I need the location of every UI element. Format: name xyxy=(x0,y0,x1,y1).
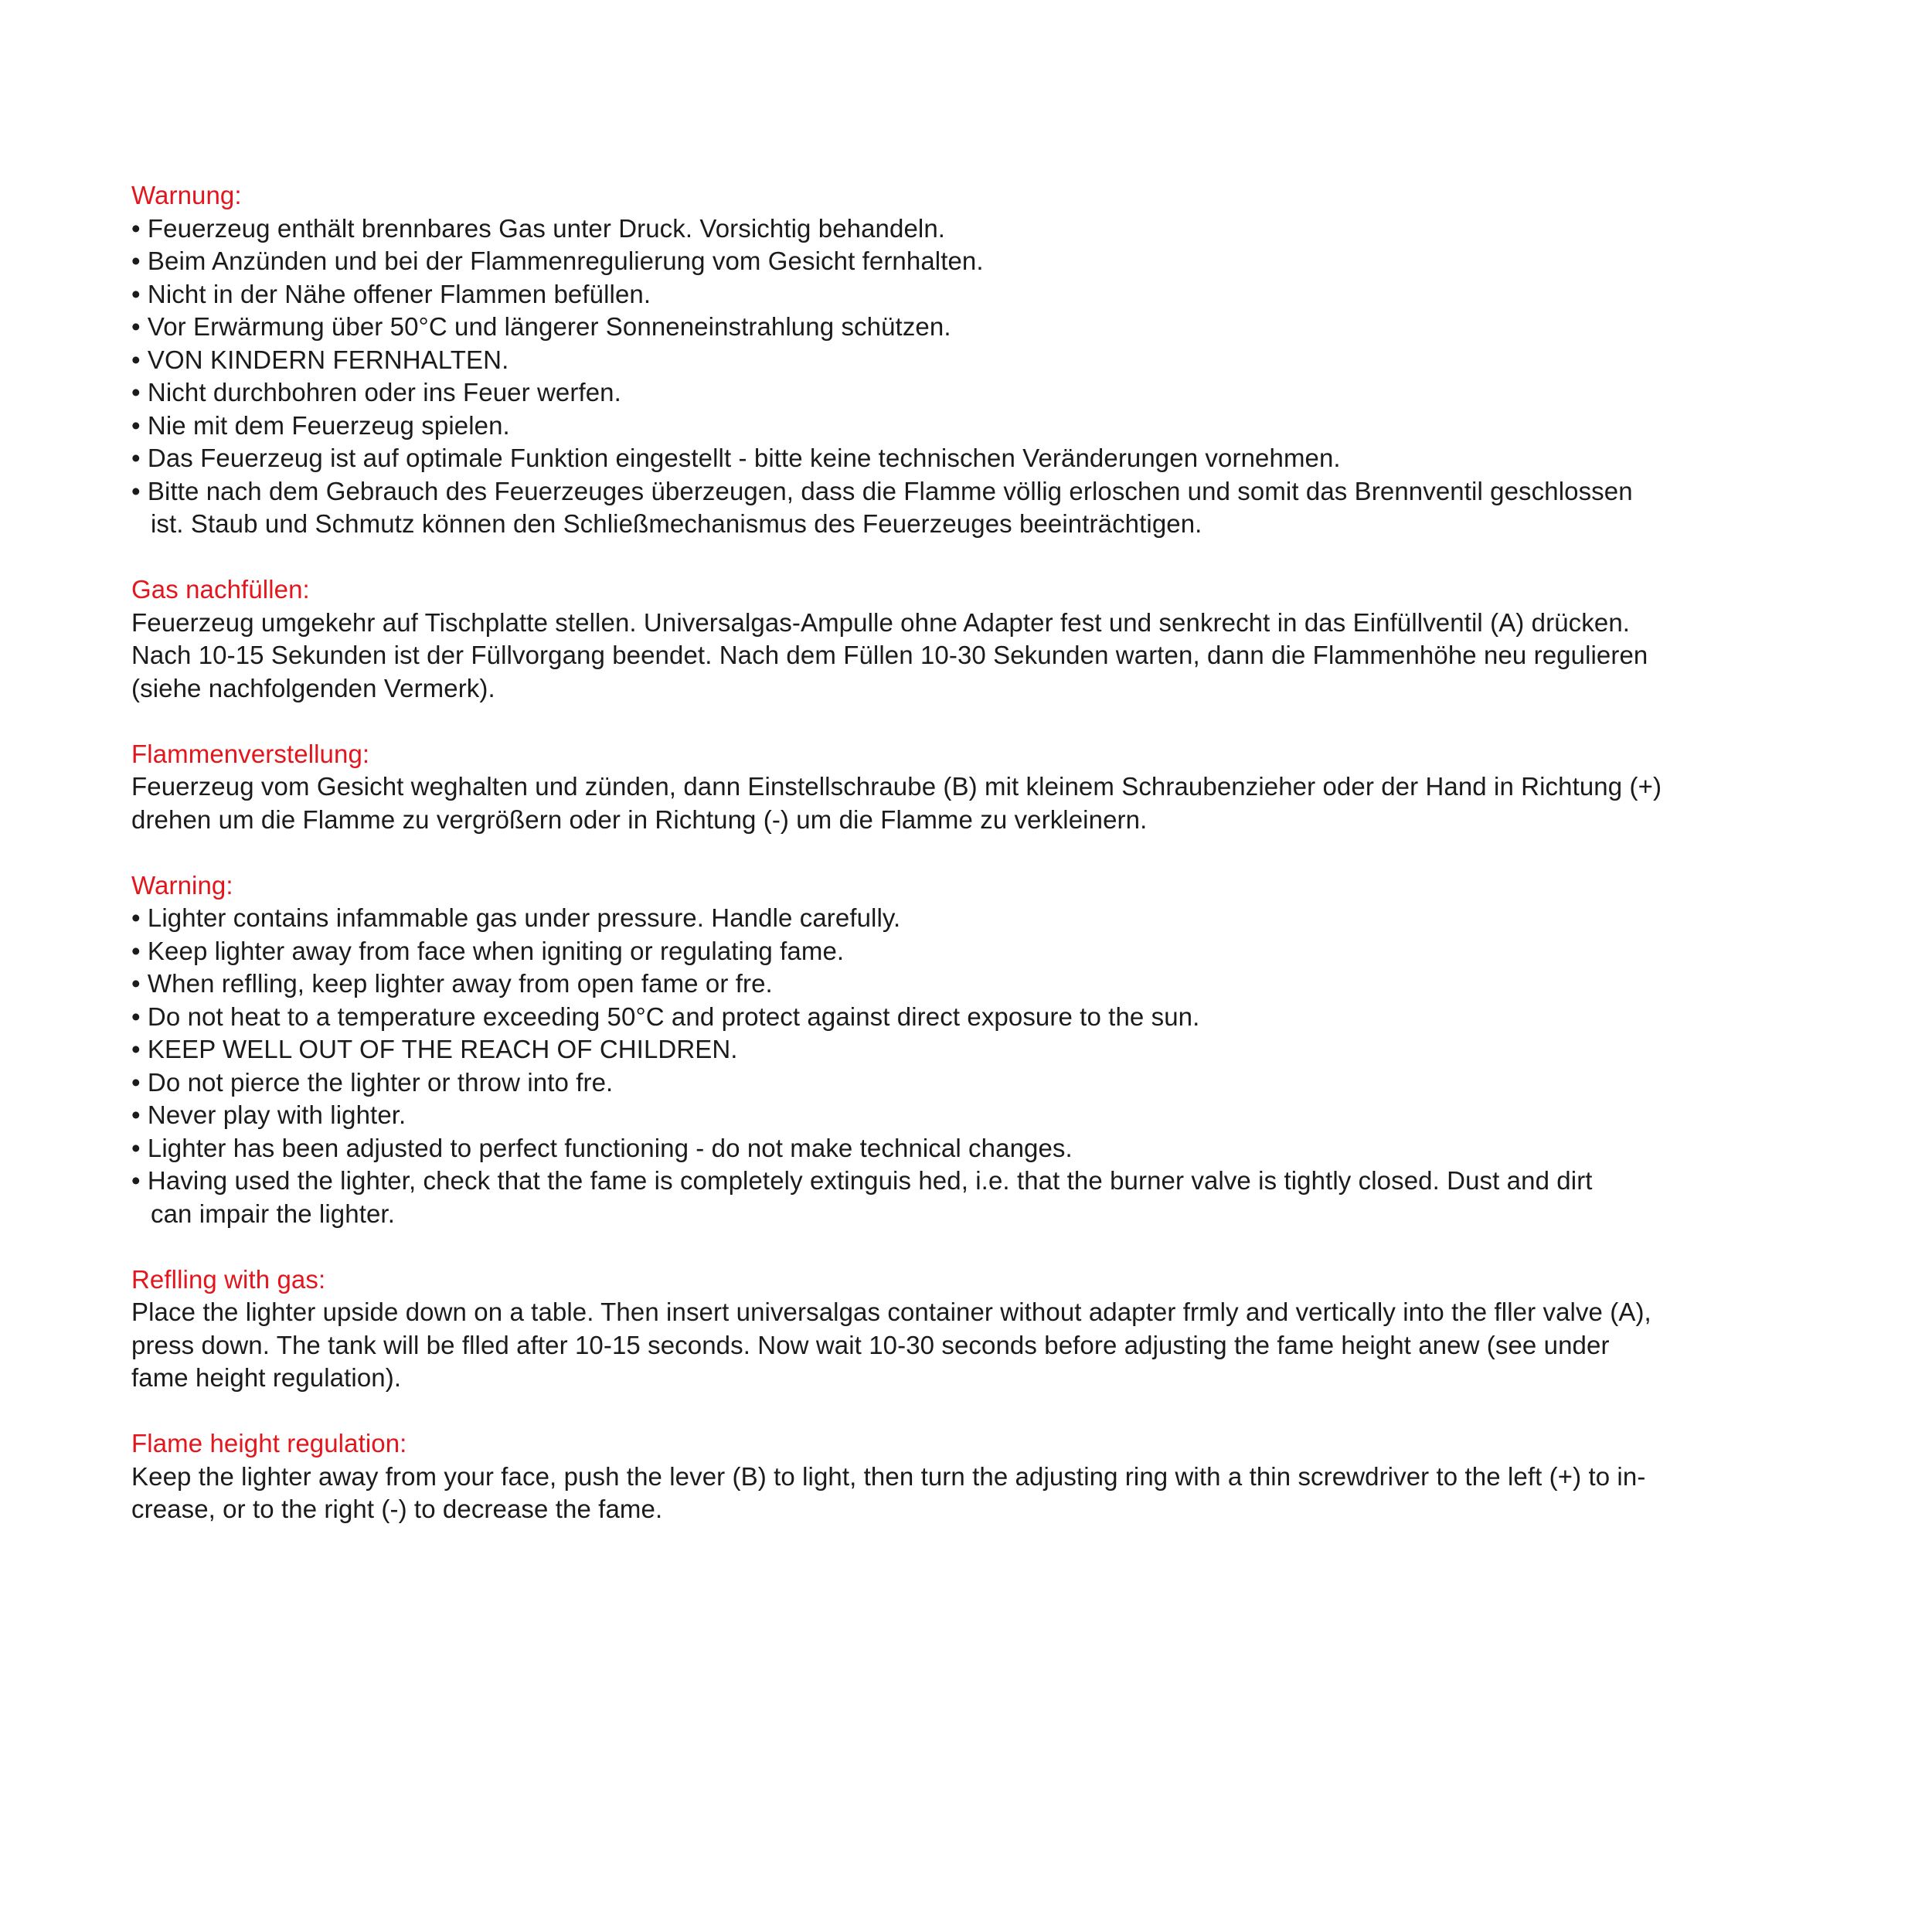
section xyxy=(131,1427,1886,1526)
text-line: Nach 10-15 Sekunden ist der Füllvorgang beendet. Nach dem Füllen 10-30 Sekunden warten, dann die Flammenhöhe neu regulieren xyxy=(131,641,1648,669)
text-line: Keep the lighter away from your face, push the lever (B) to light, then turn the adjusting ring with a thin screwdriver to the left (+) to in- xyxy=(131,1461,1646,1491)
section-heading: Flammenverstellung: xyxy=(131,739,370,768)
bullet-line: • Keep lighter away from face when igniting or regulating fame. xyxy=(131,936,845,965)
bullet-line: • Lighter contains infammable gas under pressure. Handle carefully. xyxy=(131,903,901,932)
text-line: press down. The tank will be flled after 10-15 seconds. Now wait 10-30 seconds before adjusting the fame height anew (see under xyxy=(131,1330,1610,1359)
text-line: can impair the lighter. xyxy=(151,1199,395,1228)
bullet-line: • Nicht durchbohren oder ins Feuer werfen. xyxy=(131,378,621,406)
section xyxy=(131,573,1886,705)
bullet-line: • Do not heat to a temperature exceeding 50°C and protect against direct exposure to the sun. xyxy=(131,1002,1200,1031)
section-heading: Flame height regulation: xyxy=(131,1429,407,1458)
bullet-line: • Vor Erwärmung über 50°C und längerer Sonneneinstrahlung schützen. xyxy=(131,312,951,341)
text-line: (siehe nachfolgenden Vermerk). xyxy=(131,673,495,702)
bullet-line: • Never play with lighter. xyxy=(131,1100,406,1129)
section-heading: Reflling with gas: xyxy=(131,1264,326,1294)
bullet-line: • Das Feuerzeug ist auf optimale Funktion eingestellt - bitte keine technischen Veränderungen vornehmen. xyxy=(131,444,1341,472)
bullet-line: • Bitte nach dem Gebrauch des Feuerzeuges überzeugen, dass die Flamme völlig erloschen und somit das Brennventil geschlossen xyxy=(131,476,1633,505)
bullet-line: • Lighter has been adjusted to perfect functioning - do not make technical changes. xyxy=(131,1133,1073,1162)
section-heading: Warning: xyxy=(131,870,233,900)
section xyxy=(131,869,1886,1231)
text-line: ist. Staub und Schmutz können den Schließmechanismus des Feuerzeuges beeinträchtigen. xyxy=(151,509,1202,538)
section xyxy=(131,179,1886,541)
text-line: Feuerzeug vom Gesicht weghalten und zünden, dann Einstellschraube (B) mit kleinem Schraubenzieher oder der Hand in Richtung (+) xyxy=(131,772,1662,801)
bullet-line: • Nie mit dem Feuerzeug spielen. xyxy=(131,410,510,440)
bullet-line: • KEEP WELL OUT OF THE REACH OF CHILDREN. xyxy=(131,1035,738,1063)
section-heading: Warnung: xyxy=(131,181,242,209)
bullet-line: • Beim Anzünden und bei der Flammenregulierung vom Gesicht fernhalten. xyxy=(131,247,984,275)
text-line: fame height regulation). xyxy=(131,1363,402,1392)
instruction-sheet xyxy=(131,179,1886,1559)
bullet-line: • Having used the lighter, check that the fame is completely extinguis hed, i.e. that the burner valve is tightly closed. Dust and dirt xyxy=(131,1166,1593,1195)
bullet-line: • Nicht in der Nähe offener Flammen befüllen. xyxy=(131,279,651,308)
text-line: drehen um die Flamme zu vergrößern oder in Richtung (-) um die Flamme zu verkleinern. xyxy=(131,804,1148,834)
text-line: Place the lighter upside down on a table. Then insert universalgas container without adapter frmly and vertically into the fller valve (A), xyxy=(131,1298,1651,1326)
section-heading: Gas nachfüllen: xyxy=(131,575,310,604)
bullet-line: • VON KINDERN FERNHALTEN. xyxy=(131,345,509,374)
bullet-line: • Do not pierce the lighter or throw into fre. xyxy=(131,1067,614,1097)
text-line: Feuerzeug umgekehr auf Tischplatte stellen. Universalgas-Ampulle ohne Adapter fest und senkrecht in das Einfüllventil (A) drücken. xyxy=(131,607,1631,637)
bullet-line: • When reflling, keep lighter away from open fame or fre. xyxy=(131,969,773,998)
section xyxy=(131,1264,1886,1395)
bullet-line: • Feuerzeug enthält brennbares Gas unter Druck. Vorsichtig behandeln. xyxy=(131,213,946,243)
text-line: crease, or to the right (-) to decrease the fame. xyxy=(131,1495,663,1523)
section xyxy=(131,738,1886,837)
